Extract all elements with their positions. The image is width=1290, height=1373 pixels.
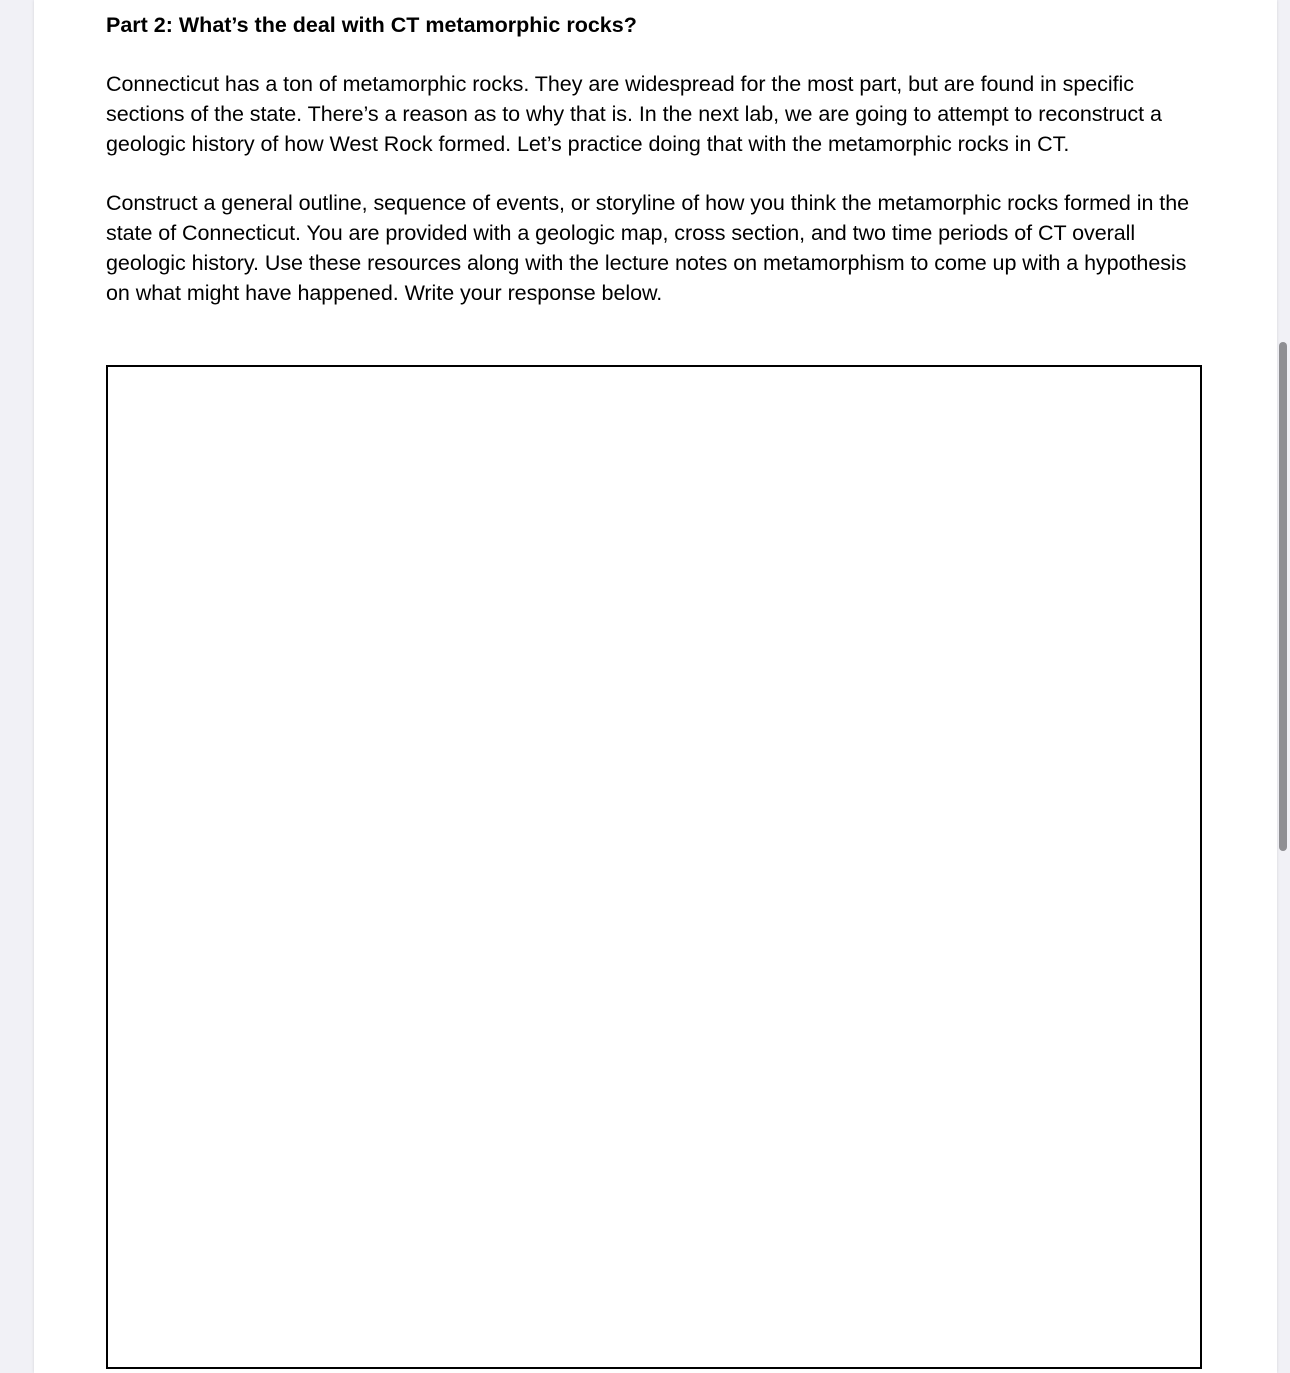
- response-box[interactable]: [106, 365, 1202, 1369]
- intro-paragraph: Connecticut has a ton of metamorphic rocks. They are widespread for the most part, but are found in specific sections of the state. There’s a reason as to why that is. In the next lab, we are going to attempt to reconstruct a geologic history of how West Rock formed. Let’s practice doing that with the metamorphic rocks in CT.: [106, 72, 1162, 156]
- scrollbar-thumb[interactable]: [1279, 342, 1287, 851]
- instructions-paragraph: Construct a general outline, sequence of events, or storyline of how you think the metamorphic rocks formed in the state of Connecticut. You are provided with a geologic map, cross section, and two time periods of CT overall geologic history. Use these resources along with the lecture notes on metamorphism to come up with a hypothesis on what might have happened. Write your response below.: [106, 191, 1190, 305]
- vertical-scrollbar[interactable]: [1277, 0, 1290, 1373]
- page-content: [106, 10, 1216, 309]
- section-heading: Part 2: What’s the deal with CT metamorphic rocks?: [106, 13, 637, 37]
- document-page: [34, 0, 1277, 1373]
